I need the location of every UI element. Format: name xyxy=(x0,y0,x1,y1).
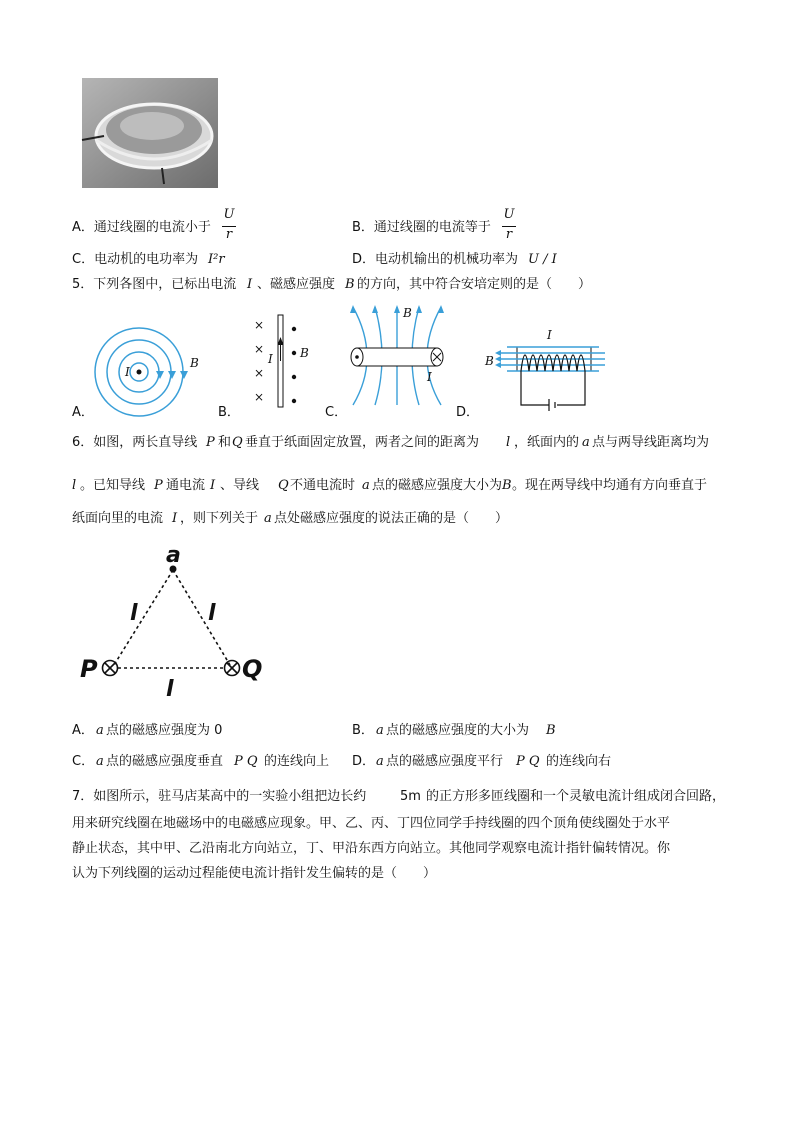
robot-vacuum-photo xyxy=(82,78,218,188)
q6-line2-P: P xyxy=(154,478,163,493)
q6-line3-c: 点处磁感应强度的说法正确的是（ ） xyxy=(274,511,509,526)
q5-d-B: B xyxy=(485,354,494,368)
q6-opt-a-post: 点的磁感应强度为 0 xyxy=(106,723,223,738)
q6-fig-l-right: l xyxy=(208,601,216,626)
q4-option-c-math: I²r xyxy=(208,252,225,267)
q6-opt-b-pre: B． xyxy=(352,723,374,738)
q4-option-b: B．通过线圈的电流等于 xyxy=(352,220,491,235)
q5-stem-1: 5．下列各图中，已标出电流 xyxy=(72,277,237,292)
q6-line2-a: 。已知导线 xyxy=(80,478,146,493)
q5-stem-3: 的方向，其中符合安培定则的是（ ） xyxy=(357,277,592,292)
q6-line2-l: l xyxy=(72,478,77,493)
q5-b-cross-4: × xyxy=(254,390,265,404)
q6-opt-c-mid: 点的磁感应强度垂直 xyxy=(106,754,224,769)
q5-b-cross-2: × xyxy=(254,342,265,356)
q6-line1-e: 点与两导线距离均为 xyxy=(592,435,710,450)
q6-line1-a-pt: a xyxy=(582,435,590,450)
q6-line1-l: l xyxy=(506,435,511,450)
q5-fig-d-label: D． xyxy=(456,405,480,420)
q5-c-B: B xyxy=(403,306,412,320)
q5-b-cross-3: × xyxy=(254,366,265,380)
q5-fig-c-label: C． xyxy=(325,405,348,420)
q7-line4: 认为下列线圈的运动过程能使电流计指针发生偏转的是（ ） xyxy=(72,866,437,881)
q6-line2-d: 不通电流时 xyxy=(290,478,356,493)
q6-triangle-figure xyxy=(76,540,276,700)
q6-fig-l-bottom: l xyxy=(166,677,174,702)
q6-line3-a: 纸面向里的电流 xyxy=(72,511,164,526)
q6-line3-a-pt: a xyxy=(264,511,272,526)
q7-line2: 用来研究线圈在地磁场中的电磁感应现象。甲、乙、丙、丁四位同学手持线圈的四个顶角使线圈处于水平 xyxy=(72,816,671,831)
q5-a-I: I xyxy=(125,365,130,379)
q7-line1-b: 的正方形多匝线圈和一个灵敏电流计组成闭合回路， xyxy=(426,789,726,804)
q6-line2-c: 、导线 xyxy=(220,478,260,493)
q6-line2-f: 。现在两导线中均通有方向垂直于 xyxy=(512,478,708,493)
q6-opt-d-pre: D． xyxy=(352,754,376,769)
q6-opt-a-pt: a xyxy=(96,723,104,738)
q6-opt-d-mid: 点的磁感应强度平行 xyxy=(386,754,504,769)
q6-opt-c-post: 的连线向上 xyxy=(264,754,330,769)
q4-b-frac-den: r xyxy=(505,227,513,242)
q5-a-B: B xyxy=(190,356,199,370)
q6-line1-b: 和 xyxy=(218,435,232,450)
q6-opt-b-post: 点的磁感应强度的大小为 xyxy=(386,723,530,738)
q6-line2-B: B xyxy=(502,478,512,493)
q7-line1-a: 7．如图所示，驻马店某高中的一实验小组把边长约 xyxy=(72,789,367,804)
q6-fig-l-left: l xyxy=(130,601,138,626)
q4-a-frac-num: U xyxy=(223,207,235,222)
q6-line1-a: 6．如图，两长直导线 xyxy=(72,435,198,450)
q4-option-c: C．电动机的电功率为 xyxy=(72,252,199,267)
q6-line1-c: 垂直于纸面固定放置，两者之间的距离为 xyxy=(245,435,480,450)
q6-opt-c-pt: a xyxy=(96,754,104,769)
q5-stem-2: 、磁感应强度 xyxy=(257,277,336,292)
q5-b-cross-1: × xyxy=(254,318,265,332)
q6-opt-d-post: 的连线向右 xyxy=(546,754,612,769)
q6-opt-c-pre: C． xyxy=(72,754,95,769)
q6-line2-I: I xyxy=(210,478,216,493)
q5-figure-b xyxy=(250,313,320,413)
q6-line3-I: I xyxy=(172,511,178,526)
q6-line2-a-pt: a xyxy=(362,478,370,493)
q5-figure-c xyxy=(345,303,450,408)
q7-line1-m: 5m xyxy=(400,789,421,804)
q6-opt-a-pre: A． xyxy=(72,723,94,738)
q4-option-d-math: U / I xyxy=(528,252,557,267)
q6-line2-Q: Q xyxy=(278,478,289,493)
q5-d-I: I xyxy=(547,328,552,342)
q6-fig-P: P xyxy=(80,655,98,683)
q6-fig-Q: Q xyxy=(242,655,263,683)
q4-a-frac-den: r xyxy=(225,227,233,242)
q5-stem-I: I xyxy=(247,277,253,292)
q6-fig-a: a xyxy=(166,543,181,568)
q5-figure-d xyxy=(485,325,610,413)
q6-line1-d: ，纸面内的 xyxy=(514,435,580,450)
q5-fig-b-label: B． xyxy=(218,405,240,420)
q5-figure-a xyxy=(95,327,205,407)
q6-line3-b: ，则下列关于 xyxy=(180,511,259,526)
q6-opt-b-B: B xyxy=(546,723,556,738)
q6-opt-d-pt: a xyxy=(376,754,384,769)
q6-line1-Q: Q xyxy=(232,435,243,450)
q4-option-a: A．通过线圈的电流小于 xyxy=(72,220,211,235)
q4-b-frac-num: U xyxy=(503,207,515,222)
q5-b-I: I xyxy=(268,352,273,366)
q6-opt-d-PQ: P Q xyxy=(516,754,540,769)
q6-line2-e: 点的磁感应强度大小为 xyxy=(372,478,503,493)
q7-line3: 静止状态，其中甲、乙沿南北方向站立，丁、甲沿东西方向站立。其他同学观察电流计指针偏转情况。你 xyxy=(72,841,671,856)
q5-b-B: B xyxy=(300,346,309,360)
q5-stem-B: B xyxy=(345,277,355,292)
q6-line2-b: 通电流 xyxy=(166,478,206,493)
q5-fig-a-label: A． xyxy=(72,405,94,420)
q6-opt-b-pt: a xyxy=(376,723,384,738)
q4-option-d: D．电动机输出的机械功率为 xyxy=(352,252,519,267)
q5-c-I: I xyxy=(427,370,432,384)
q6-line1-P: P xyxy=(206,435,215,450)
q6-opt-c-PQ: P Q xyxy=(234,754,258,769)
